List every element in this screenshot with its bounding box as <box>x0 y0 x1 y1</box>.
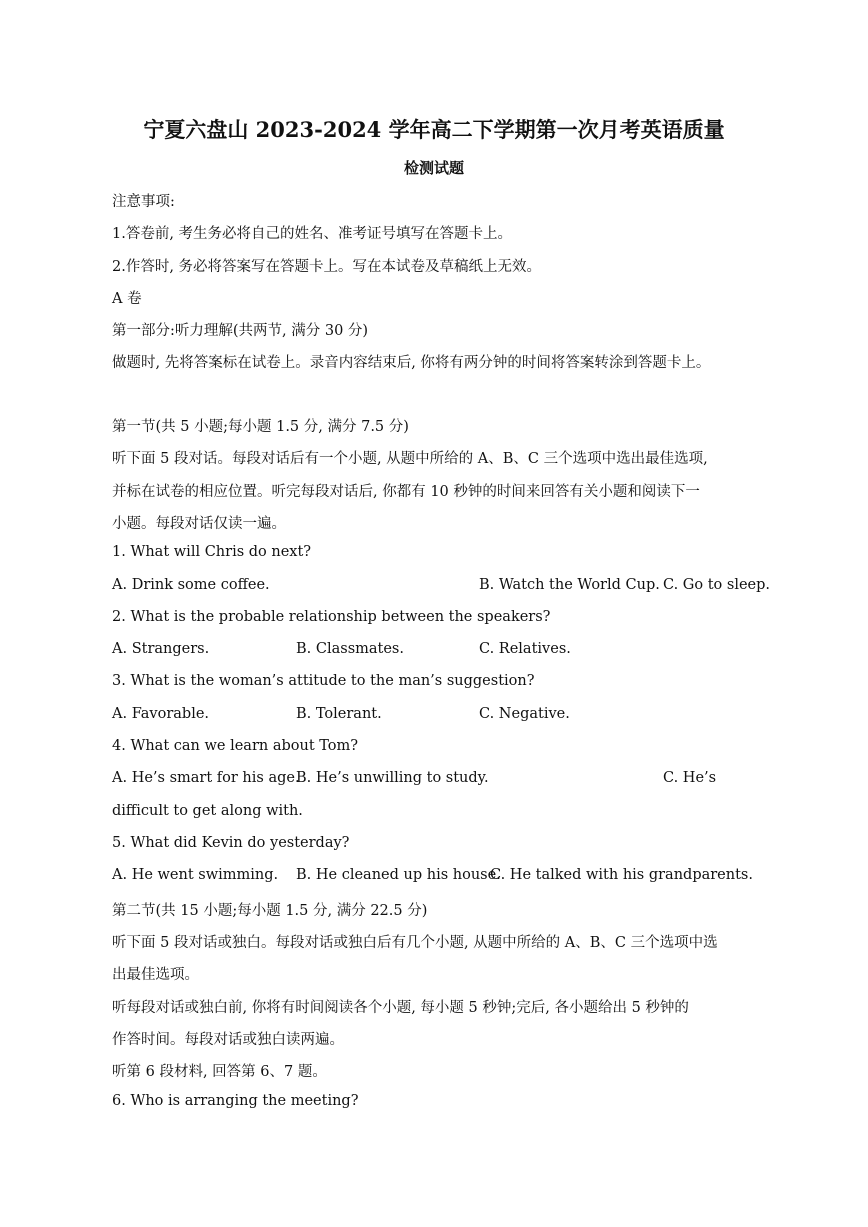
question-1: 1. What will Chris do next? <box>112 544 312 560</box>
notes-heading: 注意事项: <box>112 194 175 210</box>
q3-option-b: B. Tolerant. <box>296 706 382 722</box>
note-1: 1.答卷前, 考生务必将自己的姓名、准考证号填写在答题卡上。 <box>112 226 513 242</box>
q1-option-b: B. Watch the World Cup. <box>479 577 660 593</box>
q5-option-c: C. He talked with his grandparents. <box>490 867 753 883</box>
q4-option-b: B. He’s unwilling to study. <box>296 770 489 786</box>
question-4: 4. What can we learn about Tom? <box>112 738 359 754</box>
q4-option-a: A. He’s smart for his age. <box>112 770 300 786</box>
q1-option-c: C. Go to sleep. <box>663 577 771 593</box>
q2-option-c: C. Relatives. <box>479 641 571 657</box>
q5-option-a: A. He went swimming. <box>112 867 279 883</box>
q5-option-b: B. He cleaned up his house. <box>296 867 501 883</box>
q2-option-b: B. Classmates. <box>296 641 404 657</box>
note-2: 2.作答时, 务必将答案写在答题卡上。写在本试卷及草稿纸上无效。 <box>112 259 542 275</box>
q4-option-c: C. He’s <box>663 770 717 786</box>
material-6-heading: 听第 6 段材料, 回答第 6、7 题。 <box>112 1064 327 1080</box>
page-title: 宁夏六盘山 2023-2024 学年高二下学期第一次月考英语质量 <box>143 117 725 142</box>
q3-option-a: A. Favorable. <box>112 706 210 722</box>
volume-label: A 卷 <box>112 291 142 307</box>
question-5: 5. What did Kevin do yesterday? <box>112 835 350 851</box>
section1-instr-line: 听下面 5 段对话。每段对话后有一个小题, 从题中所给的 A、B、C 三个选项中选出最佳选项, <box>112 451 708 467</box>
section2-instr-line: 听每段对话或独白前, 你将有时间阅读各个小题, 每小题 5 秒钟;完后, 各小题给出 5 秒钟的 <box>112 1000 689 1016</box>
q3-option-c: C. Negative. <box>479 706 570 722</box>
question-3: 3. What is the woman’s attitude to the man’s suggestion? <box>112 673 535 689</box>
section1-instr-line: 并标在试卷的相应位置。听完每段对话后, 你都有 10 秒钟的时间来回答有关小题和阅读下一 <box>112 484 700 500</box>
q2-option-a: A. Strangers. <box>112 641 210 657</box>
section2-instr-line: 听下面 5 段对话或独白。每段对话或独白后有几个小题, 从题中所给的 A、B、C 三个选项中选 <box>112 935 718 951</box>
section2-instr-line: 出最佳选项。 <box>112 967 199 983</box>
q4-option-c-continued: difficult to get along with. <box>112 803 303 819</box>
page-subtitle: 检测试题 <box>403 159 464 177</box>
section1-instr-line: 小题。每段对话仅读一遍。 <box>112 516 286 532</box>
part1-heading: 第一部分:听力理解(共两节, 满分 30 分) <box>112 323 369 339</box>
q1-option-a: A. Drink some coffee. <box>112 577 270 593</box>
section1-heading: 第一节(共 5 小题;每小题 1.5 分, 满分 7.5 分) <box>112 419 409 435</box>
question-2: 2. What is the probable relationship between the speakers? <box>112 609 551 625</box>
section2-instr-line: 作答时间。每段对话或独白读两遍。 <box>112 1032 344 1048</box>
section2-heading: 第二节(共 15 小题;每小题 1.5 分, 满分 22.5 分) <box>112 903 428 919</box>
part1-instructions: 做题时, 先将答案标在试卷上。录音内容结束后, 你将有两分钟的时间将答案转涂到答题卡上。 <box>112 355 711 371</box>
question-6: 6. Who is arranging the meeting? <box>112 1093 359 1109</box>
